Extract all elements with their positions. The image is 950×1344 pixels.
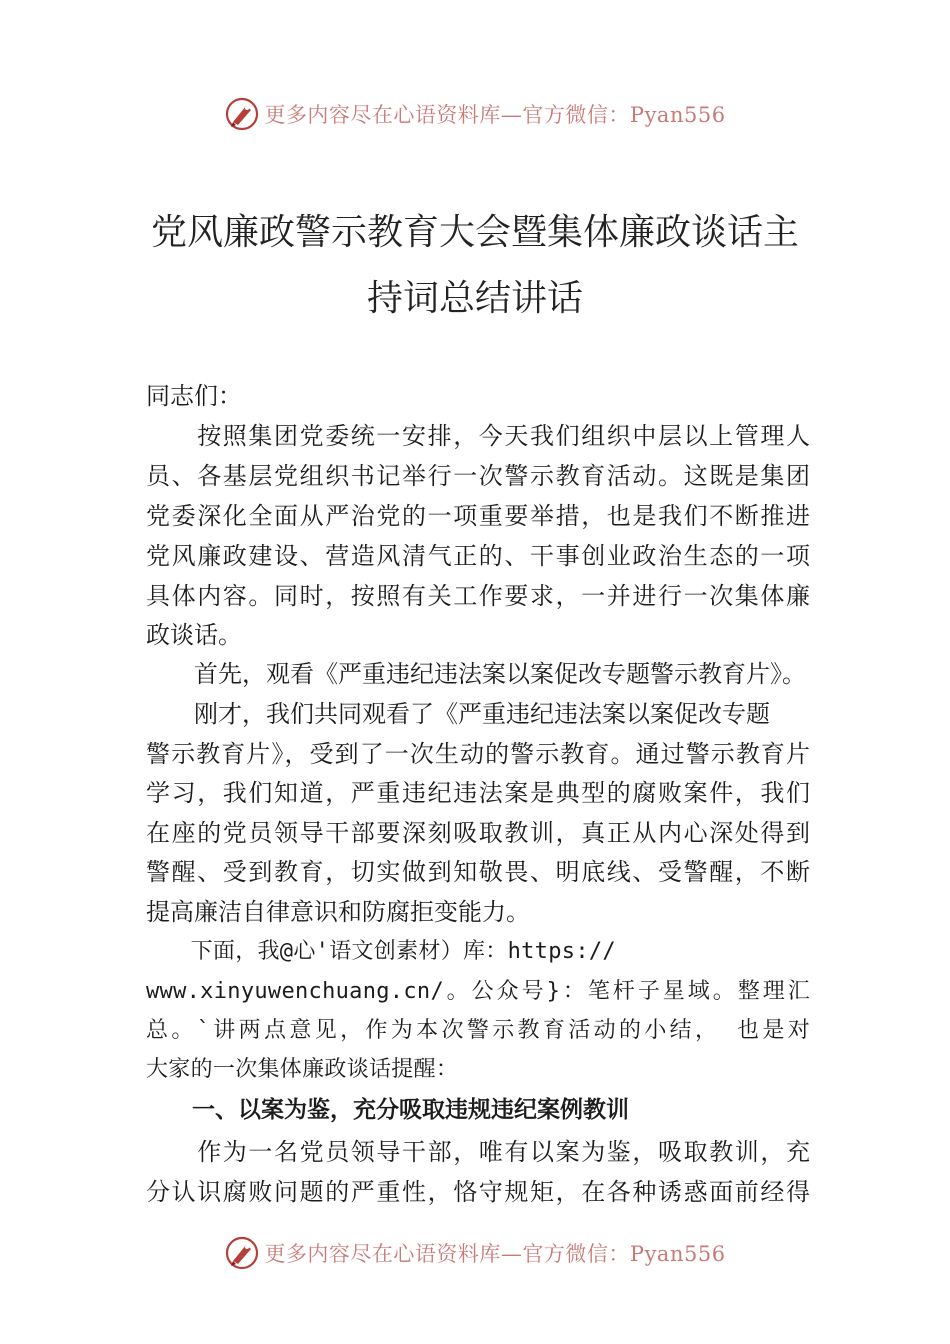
pen-nib-logo-icon [224,96,260,132]
text-line: 具体内容。同时，按照有关工作要求，一并进行一次集体廉 [146,582,810,610]
text-line: 政谈话。 [146,621,242,649]
text-line: 员、各基层党组织书记举行一次警示教育活动。这既是集团 [146,462,810,490]
text-line: 党委深化全面从严治党的一项重要举措，也是我们不断推进 [146,502,810,530]
text-line: 党风廉政建设、营造风清气正的、干事创业政治生态的一项 [146,542,810,570]
text-line: 下面，我@心'语文创素材）库：https:// [146,939,616,964]
pen-nib-logo-icon [224,1235,260,1271]
salutation: 同志们： [146,382,242,410]
document-title-line-1: 党风廉政警示教育大会暨集体廉政谈话主 [150,212,799,253]
text-line: 警醒、受到教育，切实做到知敬畏、明底线、受警醒，不断 [146,858,810,886]
banner-text: 更多内容尽在心语资料库—官方微信：Pyan556 [264,103,726,127]
text-line: 总。`讲两点意见，作为本次警示教育活动的小结， 也是对 [146,1018,810,1043]
text-line: 作为一名党员领导干部，唯有以案为鉴，吸取教训，充 [146,1138,810,1166]
text-line: 分认识腐败问题的严重性，恪守规矩，在各种诱惑面前经得 [146,1178,810,1206]
text-line: www.xinyuwenchuang.cn/。公众号}：笔杆子星域。整理汇 [146,979,810,1004]
text-line: 学习，我们知道，严重违纪违法案是典型的腐败案件，我们 [146,779,810,807]
document-title-line-2: 持词总结讲话 [366,278,583,319]
text-line: 警示教育片》，受到了一次生动的警示教育。通过警示教育片 [146,740,810,768]
bottom-banner [0,1231,950,1275]
section-heading: 一、以案为鉴，充分吸取违规违纪案例教训 [146,1097,629,1123]
text-line: 刚才，我们共同观看了《严重违纪违法案以案促改专题 [146,700,770,728]
text-line: 大家的一次集体廉政谈话提醒： [146,1057,459,1082]
text-line: 提高廉洁自律意识和防腐拒变能力。 [146,898,530,926]
text-line: 按照集团党委统一安排，今天我们组织中层以上管理人 [146,422,810,450]
banner-text: 更多内容尽在心语资料库—官方微信：Pyan556 [264,1242,726,1266]
text-line: 首先，观看《严重违纪违法案以案促改专题警示教育片》。 [146,660,806,688]
top-banner [0,92,950,136]
text-line: 在座的党员领导干部要深刻吸取教训，真正从内心深处得到 [146,819,810,847]
